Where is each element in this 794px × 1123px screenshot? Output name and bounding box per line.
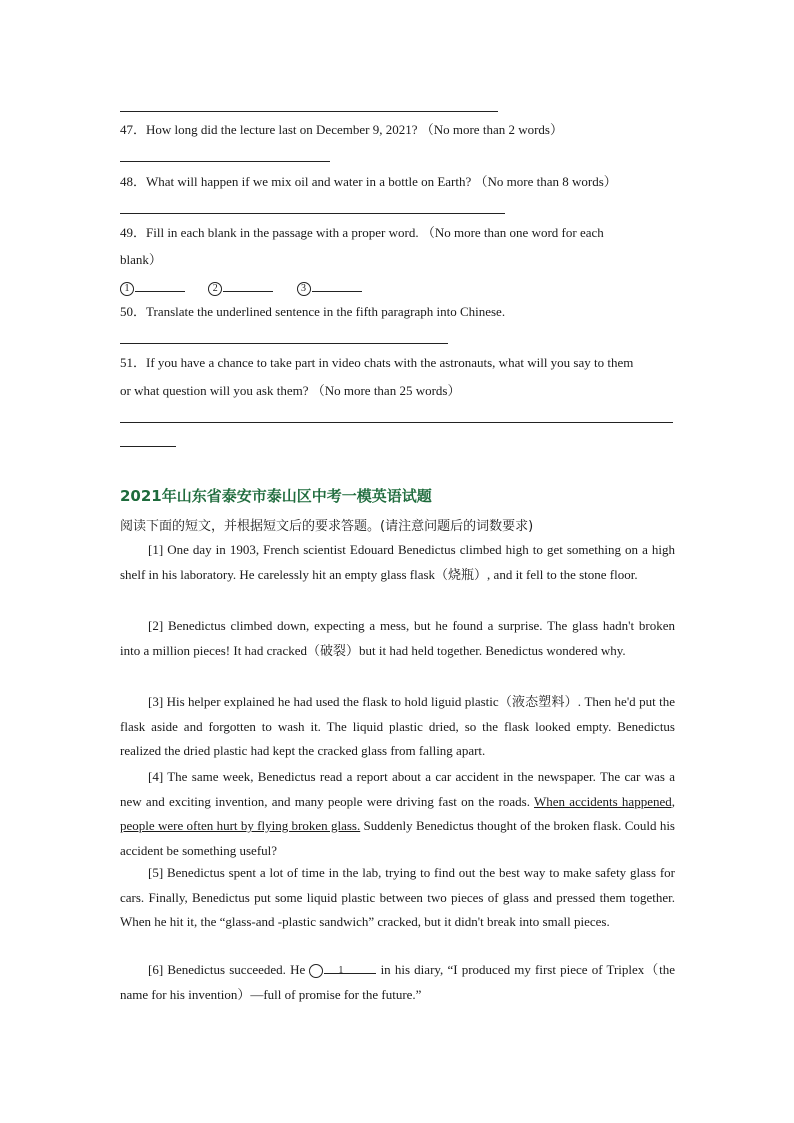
paragraph-5: [5] Benedictus spent a lot of time in the lab, trying to find out the best way to make safety glass for cars. Finally, Benedictus put some liquid plastic between two pieces of glass and pressed them together. When he hit it, the “glass-and -plastic sandwich” cracked, but it didn't break into small pieces.	[120, 865, 675, 929]
blank-number: 1	[120, 282, 134, 296]
paragraph-4-text-end: Suddenly Benedictus thought of the broken flask. Could his accident be something useful?	[120, 818, 675, 858]
paragraph-4-text: [4] The same week, Benedictus read a report about a car accident in the newspaper. The car was a new and exciting invention, and many people were driving fast on the roads.	[120, 769, 675, 809]
question-47: 47．How long did the lecture last on December 9, 2021? （No more than 2 words）	[120, 122, 563, 137]
answer-line-50	[120, 343, 448, 344]
paragraph-6	[120, 958, 675, 1007]
answer-line-46	[120, 111, 498, 112]
paragraph-1: [1] One day in 1903, French scientist Edouard Benedictus climbed high to get something on a high shelf in his laboratory. He carelessly hit an empty glass flask（烧瓶）, and it fell to the stone floor.	[120, 542, 675, 582]
blank-underline	[324, 961, 376, 974]
blank-underline	[135, 279, 185, 292]
section-title: 2021年山东省泰安市泰山区中考一模英语试题	[120, 487, 432, 505]
answer-line-51b	[120, 446, 176, 447]
paragraph-6-text-end: in his diary, “I produced my first piece of Triplex（the name for his invention）—full of promise for the future.”	[120, 962, 675, 1002]
answer-line-51a	[120, 422, 673, 423]
question-51-line2: or what question will you ask them? （No more than 25 words）	[120, 383, 461, 398]
paragraph-4	[120, 765, 675, 863]
paragraph-6-text: [6] Benedictus succeeded. He	[148, 962, 310, 977]
blank-1	[120, 279, 185, 296]
question-49-blanks	[120, 279, 382, 296]
question-51-line1: 51．If you have a chance to take part in video chats with the astronauts, what will you say to them	[120, 355, 634, 370]
question-48: 48．What will happen if we mix oil and water in a bottle on Earth? （No more than 8 words）	[120, 174, 617, 189]
paragraph-3: [3] His helper explained he had used the flask to hold liguid plastic（液态塑料）. Then he'd put the flask aside and forgotten to wash it. The liquid plastic dried, so the flask looked empty. Benedictus realized the dried plastic had kept the cracked glass from falling apart.	[120, 694, 675, 758]
question-49-line1: 49．Fill in each blank in the passage with a proper word. （No more than one word for each	[120, 225, 604, 240]
blank-underline	[312, 279, 362, 292]
underlined-sentence: When accidents happened, people were often hurt by flying broken glass.	[120, 793, 675, 833]
blank-underline	[223, 279, 273, 292]
paragraph-2: [2] Benedictus climbed down, expecting a mess, but he found a surprise. The glass hadn't broken into a million pieces! It had cracked（破裂）but it had held together. Benedictus wondered why.	[120, 618, 675, 658]
blank-number: 3	[297, 282, 311, 296]
blank-number: 1	[309, 964, 323, 978]
blank-3	[297, 279, 362, 296]
answer-line-47	[120, 161, 330, 162]
section-instruction: 阅读下面的短文，并根据短文后的要求答题。(请注意问题后的词数要求)	[120, 519, 534, 534]
question-49-line2: blank）	[120, 252, 162, 267]
answer-line-48	[120, 213, 505, 214]
blank-number: 2	[208, 282, 222, 296]
blank-2	[208, 279, 273, 296]
question-50: 50．Translate the underlined sentence in the fifth paragraph into Chinese.	[120, 304, 506, 319]
